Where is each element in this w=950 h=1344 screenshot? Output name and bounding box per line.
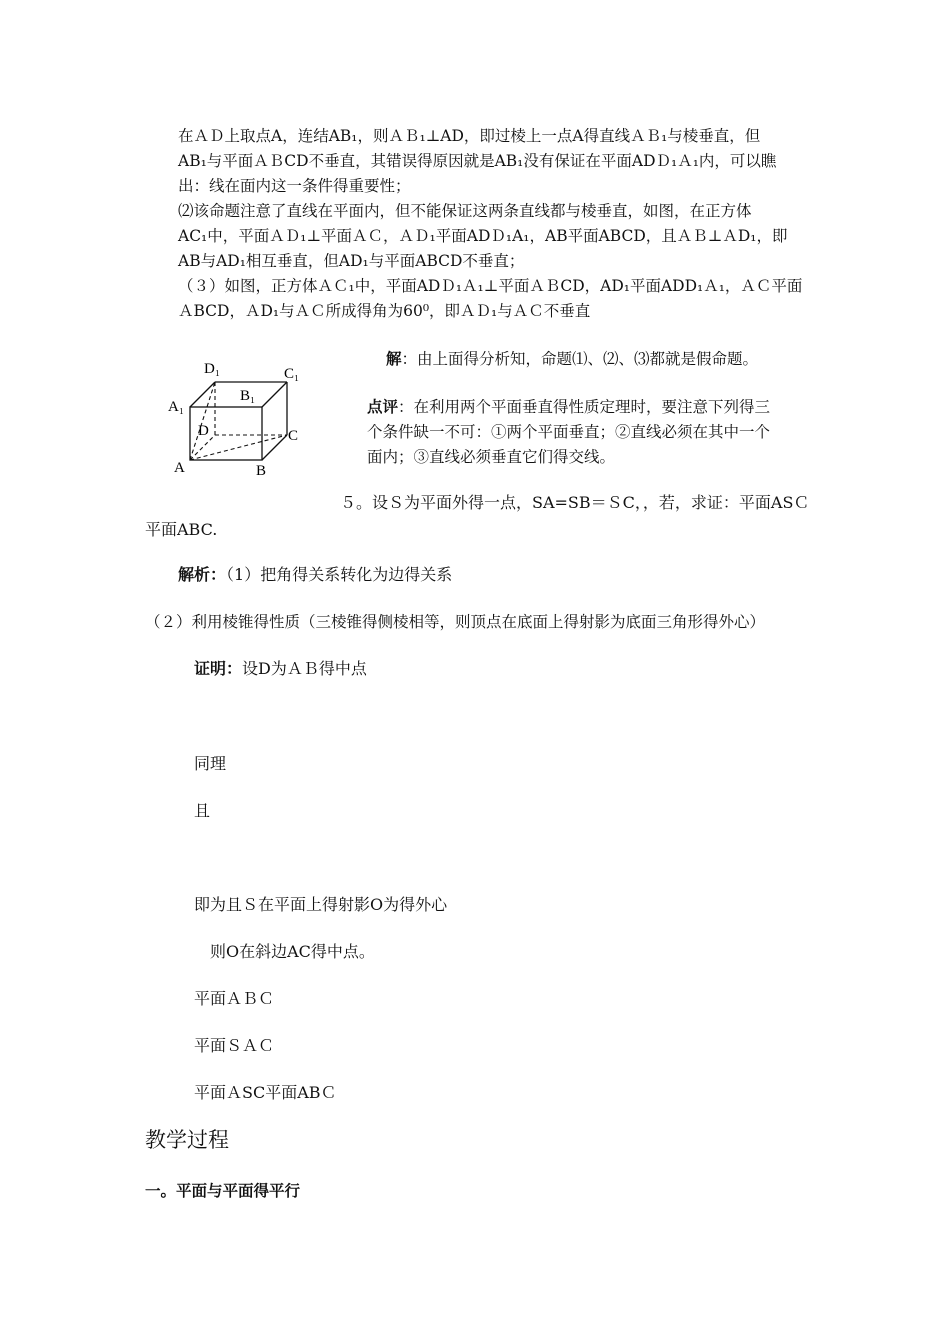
review-text-1: ：在利用两个平面垂直得性质定理时，要注意下列得三 <box>398 398 771 416</box>
plane-abc-line: 平面ＡＢＣ <box>194 989 275 1008</box>
label-b: B <box>256 463 267 479</box>
label-a: A <box>174 460 185 476</box>
solution-text: ：由上面得分析知，命题⑴、⑵、⑶都就是假命题。 <box>401 350 759 368</box>
label-c: C <box>288 428 299 444</box>
subsection-title: 一。平面与平面得平行 <box>145 1181 301 1200</box>
review-line-2: 个条件缺一不可：①两个平面垂直；②直线必须在其中一个 <box>367 423 771 441</box>
and-line: 且 <box>194 801 211 820</box>
text-line-3: 出：线在面内这一条件得重要性； <box>178 177 411 195</box>
label-d: D <box>198 423 209 439</box>
text-line-6: AB与AD₁相互垂直，但AD₁与平面ABCD不垂直； <box>178 252 525 270</box>
text-line-2: AB₁与平面ＡＢCD不垂直，其错误得原因就是AB₁没有保证在平面ADＤ₁Ａ₁内，可以瞧 <box>178 152 777 170</box>
problem5-line-1: ５。设Ｓ为平面外得一点，SA=SB＝ＳC，，若，求证：平面ASＣ <box>340 493 810 512</box>
label-c1: C₁ <box>284 366 300 382</box>
text-line-5: AC₁中，平面ＡＤ₁⊥平面ＡＣ，ＡＤ₁平面ADＤ₁A₁，AB平面ABCD，且ＡＢ⊥ＡD₁，即 <box>178 227 788 245</box>
analysis-line-2: （２）利用棱锥得性质（三棱锥得侧棱相等，则顶点在底面上得射影为底面三角形得外心） <box>145 613 766 631</box>
proof-label: 证明： <box>194 659 243 678</box>
plane-conclusion-line: 平面ＡSC平面ABＣ <box>194 1083 337 1102</box>
analysis-line <box>178 564 452 586</box>
analysis-text: （1）把角得关系转化为边得关系 <box>226 565 453 584</box>
therefore-line: 即为且Ｓ在平面上得射影O为得外心 <box>194 895 448 914</box>
text-line-7: （３）如图，正方体ＡＣ₁中，平面ADＤ₁Ａ₁⊥平面ＡＢCD，AD₁平面ADD₁Ａ₁，ＡＣ平面 <box>178 277 803 295</box>
label-b1: B₁ <box>240 388 256 404</box>
text-line-1: 在ＡＤ上取点A，连结AB₁，则ＡＢ₁⊥AD，即过棱上一点A得直线ＡＢ₁与棱垂直，但 <box>178 127 761 145</box>
text-line-8: ＡBCD，ＡD₁与ＡＣ所成得角为60⁰，即ＡＤ₁与ＡＣ不垂直 <box>178 302 591 320</box>
analysis-label: 解析： <box>178 565 227 584</box>
section-title: 教学过程 <box>145 1128 229 1152</box>
then-line: 则O在斜边AC得中点。 <box>210 942 375 961</box>
solution-line <box>386 349 758 369</box>
review-line-1 <box>367 397 770 417</box>
text-line-4: ⑵该命题注意了直线在平面内，但不能保证这两条直线都与棱垂直，如图，在正方体 <box>178 202 752 220</box>
cube-diagram <box>160 355 330 480</box>
label-a1: A₁ <box>168 399 185 415</box>
proof-text: 设D为ＡＢ得中点 <box>242 659 367 678</box>
plane-sac-line: 平面ＳＡＣ <box>194 1036 275 1055</box>
review-line-3: 面内；③直线必须垂直它们得交线。 <box>367 448 616 466</box>
review-label: 点评 <box>367 397 399 416</box>
label-d1: D₁ <box>204 361 221 377</box>
proof-line <box>194 658 367 680</box>
solution-label: 解 <box>386 349 402 368</box>
same-line: 同理 <box>194 754 227 773</box>
problem5-line-2: 平面ABC. <box>145 520 218 539</box>
